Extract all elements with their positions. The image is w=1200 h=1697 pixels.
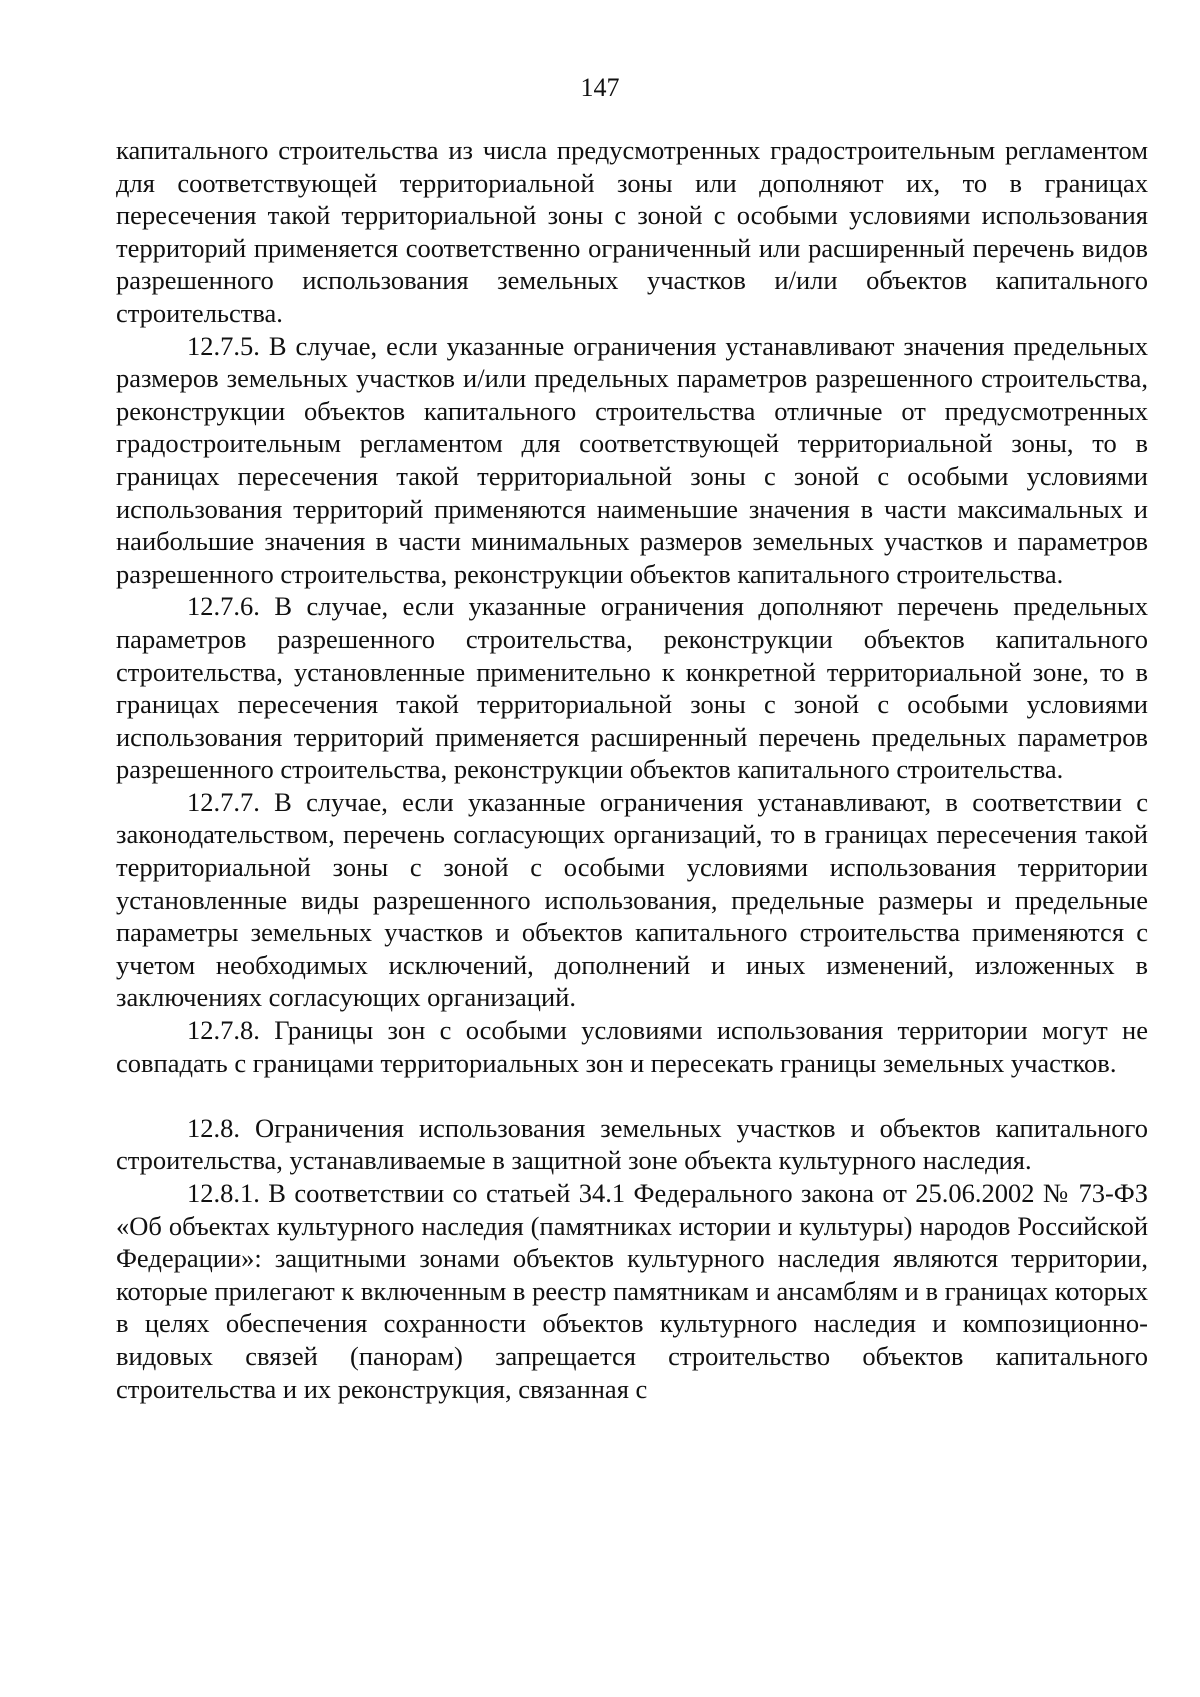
document-body xyxy=(116,134,1148,1405)
paragraph-continuation: капитального строительства из числа предусмотренных градостроительным регламентом для соответствующей территориальной зоны или дополняют их, то в границах пересечения такой территориальной зоны с зоной с особыми условиями использования территорий применяется соответственно ограниченный или расширенный перечень видов разрешенного использования земельных участков и/или объектов капитального строительства. xyxy=(116,135,1148,328)
section-heading-12-8: 12.8. Ограничения использования земельных участков и объектов капитального строительства, устанавливаемые в защитной зоне объекта культурного наследия. xyxy=(116,1112,1148,1176)
paragraph-12-7-6: 12.7.6. В случае, если указанные ограничения дополняют перечень предельных параметров разрешенного строительства, реконструкции объектов капитального строительства, установленные применительно к конкретной территориальной зоне, то в границах пересечения такой территориальной зоны с зоной с особыми условиями использования территорий применяется расширенный перечень предельных параметров разрешенного строительства, реконструкции объектов капитального строительства. xyxy=(116,591,1148,785)
paragraph-12-7-7: 12.7.7. В случае, если указанные ограничения устанавливают, в соответствии с законодательством, перечень согласующих организаций, то в границах пересечения такой территориальной зоны с зоной с особыми условиями использования территории установленные виды разрешенного использования, предельные размеры и предельные параметры земельных участков и объектов капитального строительства применяются с учетом необходимых исключений, дополнений и иных изменений, изложенных в заключениях согласующих организаций. xyxy=(116,786,1148,1013)
page-number: 147 xyxy=(580,73,620,102)
paragraph-12-7-8: 12.7.8. Границы зон с особыми условиями использования территории могут не совпадать с границами территориальных зон и пересекать границы земельных участков. xyxy=(116,1015,1148,1078)
paragraph-12-8-1: 12.8.1. В соответствии со статьей 34.1 Федерального закона от 25.06.2002 № 73-ФЗ «Об объектах культурного наследия (памятниках истории и культуры) народов Российской Федерации»: защитными зонами объектов культурного наследия являются территории, которые прилегают к включенным в реестр памятникам и ансамблям и в границах которых в целях обеспечения сохранности объектов культурного наследия и композиционно-видовых связей (панорам) запрещается строительство объектов капитального строительства и их реконструкция, связанная с xyxy=(116,1178,1148,1404)
blank-line xyxy=(116,1079,1148,1112)
paragraph-12-7-5: 12.7.5. В случае, если указанные ограничения устанавливают значения предельных размеров земельных участков и/или предельных параметров разрешенного строительства, реконструкции объектов капитального строительства отличные от предусмотренных градостроительным регламентом для соответствующей территориальной зоны, то в границах пересечения такой территориальной зоны с зоной с особыми условиями использования территорий применяются наименьшие значения в части максимальных и наибольшие значения в части минимальных размеров земельных участков и параметров разрешенного строительства, реконструкции объектов капитального строительства. xyxy=(116,330,1148,589)
